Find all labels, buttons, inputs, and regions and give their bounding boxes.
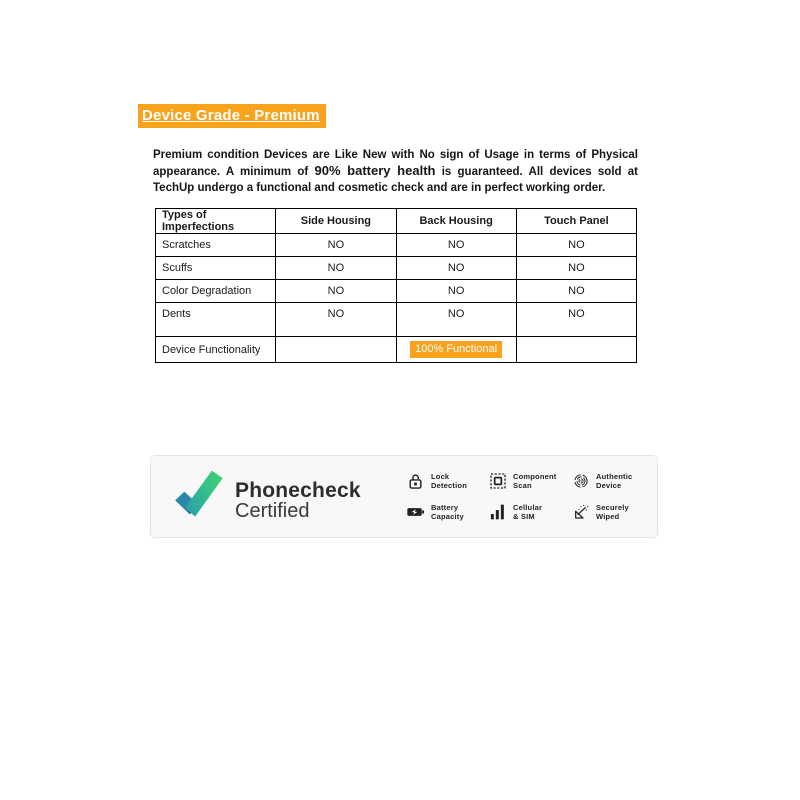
phonecheck-certified-badge [150, 455, 658, 538]
cell-back: NO [396, 257, 516, 280]
table-row-dents [156, 303, 637, 337]
phonecheck-checkmark-icon [173, 469, 227, 523]
header-side-housing: Side Housing [276, 209, 396, 234]
cell-side: NO [276, 280, 396, 303]
cell-touch: NO [516, 303, 636, 337]
functional-status-badge: 100% Functional [410, 341, 502, 358]
fingerprint-icon [572, 472, 589, 490]
feature-label: Securely Wiped [596, 503, 629, 521]
page-title: Device Grade - Premium [138, 104, 326, 128]
cell-back: NO [396, 280, 516, 303]
cell-side [276, 337, 396, 363]
header-back-housing: Back Housing [396, 209, 516, 234]
battery-icon [407, 503, 424, 521]
feature-label: Cellular & SIM [513, 503, 543, 521]
cell-touch: NO [516, 234, 636, 257]
brand-name: Phonecheck [235, 479, 361, 502]
feature-lock-detection [407, 472, 489, 490]
battery-health-emphasis: 90% battery health [314, 163, 436, 179]
table-row-scratches [156, 234, 637, 257]
wipe-icon [572, 503, 589, 521]
header-types: Types of Imperfections [156, 209, 276, 234]
table-header-row [156, 209, 637, 234]
row-label: Dents [156, 303, 276, 337]
brand-subtitle: Certified [235, 500, 310, 522]
cell-side: NO [276, 257, 396, 280]
row-label: Device Functionality [156, 337, 276, 363]
row-label: Scuffs [156, 257, 276, 280]
intro-paragraph [153, 147, 638, 197]
cell-side: NO [276, 303, 396, 337]
phonecheck-brand [235, 480, 361, 522]
cell-back: NO [396, 234, 516, 257]
table-row-scuffs [156, 257, 637, 280]
feature-label: Authentic Device [596, 472, 633, 490]
component-scan-icon [489, 472, 506, 490]
feature-securely-wiped [572, 503, 632, 521]
imperfections-table [155, 208, 637, 363]
feature-cellular-sim [489, 503, 572, 521]
row-label: Color Degradation [156, 280, 276, 303]
row-label: Scratches [156, 234, 276, 257]
feature-label: Battery Capacity [431, 503, 464, 521]
header-touch-panel: Touch Panel [516, 209, 636, 234]
cell-back [396, 337, 516, 363]
table-row-device-functionality [156, 337, 637, 363]
feature-authentic-device [572, 472, 632, 490]
feature-component-scan [489, 472, 572, 490]
lock-icon [407, 472, 424, 490]
cell-touch [516, 337, 636, 363]
feature-battery-capacity [407, 503, 489, 521]
feature-grid [407, 472, 632, 521]
cell-touch: NO [516, 280, 636, 303]
cell-side: NO [276, 234, 396, 257]
cellular-bars-icon [489, 503, 506, 521]
table-row-color-degradation [156, 280, 637, 303]
cell-touch: NO [516, 257, 636, 280]
cell-back: NO [396, 303, 516, 337]
intro-text-1: Premium condition Devices are Like New with No sign of Usage in terms of Physical appearance. A minimum of [153, 149, 638, 179]
feature-label: Lock Detection [431, 472, 467, 490]
feature-label: Component Scan [513, 472, 557, 490]
intro-text-2: is guaranteed. All devices sold at TechUp undergo a functional and cosmetic check and are in perfect working order. [153, 166, 639, 195]
